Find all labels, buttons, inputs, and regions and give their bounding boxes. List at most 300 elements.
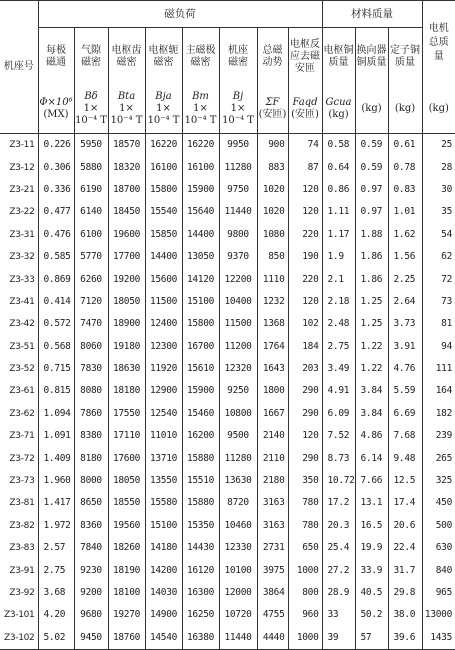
value-cell: 10720 xyxy=(219,604,257,626)
value-cell: 2.25 xyxy=(388,268,422,290)
value-cell: 13.1 xyxy=(355,492,388,514)
column-label-2 xyxy=(74,28,108,86)
value-cell: 2.57 xyxy=(38,537,74,559)
value-cell: 2.1 xyxy=(322,268,355,290)
value-cell: 164 xyxy=(422,380,455,402)
value-cell: 16300 xyxy=(182,582,219,604)
value-cell: 840 xyxy=(422,559,455,581)
column-symbol-2 xyxy=(74,86,108,134)
value-cell: 13000 xyxy=(422,604,455,626)
value-cell: 16380 xyxy=(182,627,219,650)
table-row xyxy=(0,627,455,650)
value-cell: 1435 xyxy=(422,627,455,650)
column-label-5 xyxy=(182,28,219,86)
value-cell: 1.17 xyxy=(322,224,355,246)
value-cell: 1.86 xyxy=(355,246,388,268)
value-cell: 650 xyxy=(288,537,322,559)
value-cell: 5950 xyxy=(74,134,108,157)
value-cell: 1800 xyxy=(257,380,288,402)
value-cell: 8.73 xyxy=(322,447,355,469)
value-cell: 18450 xyxy=(108,201,145,223)
value-cell: 0.414 xyxy=(38,291,74,313)
value-cell: 120 xyxy=(288,179,322,201)
value-cell: 31.7 xyxy=(388,559,422,581)
column-symbol-11 xyxy=(388,86,422,134)
column-symbol-4 xyxy=(145,86,182,134)
model-cell: Z3-41 xyxy=(9,296,35,307)
value-cell: 18320 xyxy=(108,156,145,178)
value-cell: 12330 xyxy=(219,537,257,559)
value-cell: 9750 xyxy=(219,179,257,201)
value-cell: 4755 xyxy=(257,604,288,626)
symbol-text: Faqd xyxy=(292,97,318,109)
value-cell: 14900 xyxy=(145,604,182,626)
value-cell: 87 xyxy=(288,156,322,178)
column-label-part: 电枢轭 xyxy=(148,44,179,56)
value-cell: 2.18 xyxy=(322,291,355,313)
column-symbol-6 xyxy=(219,86,257,134)
value-cell: 15510 xyxy=(182,470,219,492)
value-cell: 39 xyxy=(322,627,355,650)
value-cell: 14120 xyxy=(182,268,219,290)
value-cell: 0.476 xyxy=(38,224,74,246)
value-cell: 800 xyxy=(288,582,322,604)
value-cell: 0.64 xyxy=(322,156,355,178)
value-cell: 11920 xyxy=(145,358,182,380)
value-cell: 18760 xyxy=(108,627,145,650)
value-cell: 0.336 xyxy=(38,179,74,201)
value-cell: 15880 xyxy=(182,492,219,514)
value-cell: 33 xyxy=(322,604,355,626)
value-cell: 10400 xyxy=(219,291,257,313)
value-cell: 6.69 xyxy=(388,403,422,425)
unit-text: 10⁻⁴ T xyxy=(222,115,254,127)
value-cell: 0.97 xyxy=(355,179,388,201)
value-cell: 6.14 xyxy=(355,447,388,469)
column-label-part: 磁密 xyxy=(81,56,101,68)
model-cell: Z3-12 xyxy=(9,162,35,173)
value-cell: 57 xyxy=(355,627,388,650)
value-cell: 28 xyxy=(422,156,455,178)
value-cell: 1110 xyxy=(257,268,288,290)
value-cell: 15800 xyxy=(182,313,219,335)
value-cell: 2110 xyxy=(257,447,288,469)
value-cell: 10800 xyxy=(219,403,257,425)
value-cell: 1764 xyxy=(257,336,288,358)
table-row xyxy=(0,224,455,246)
value-cell: 18180 xyxy=(108,380,145,402)
value-cell: 7.68 xyxy=(388,425,422,447)
value-cell: 12300 xyxy=(145,336,182,358)
value-cell: 15350 xyxy=(182,515,219,537)
table-row xyxy=(0,515,455,537)
value-cell: 19180 xyxy=(108,336,145,358)
unit-text: (安匝) xyxy=(258,109,287,121)
value-cell: 1.091 xyxy=(38,425,74,447)
value-cell: 15900 xyxy=(182,179,219,201)
value-cell: 1000 xyxy=(288,627,322,650)
value-cell: 9680 xyxy=(74,604,108,626)
model-cell: Z3-72 xyxy=(9,453,35,464)
value-cell: 184 xyxy=(288,336,322,358)
value-cell: 1080 xyxy=(257,224,288,246)
model-cell: Z3-91 xyxy=(9,565,35,576)
column-label-10 xyxy=(355,28,388,86)
value-cell: 15800 xyxy=(145,179,182,201)
value-cell: 630 xyxy=(422,537,455,559)
value-cell: 4440 xyxy=(257,627,288,650)
table-row xyxy=(0,537,455,559)
symbol-text: Bδ xyxy=(84,91,98,103)
value-cell: 16.5 xyxy=(355,515,388,537)
value-cell: 25 xyxy=(422,134,455,157)
value-cell: 28.9 xyxy=(322,582,355,604)
symbol-text: Gcua xyxy=(325,97,352,109)
column-label-part: 定子铜 xyxy=(390,44,420,56)
value-cell: 5770 xyxy=(74,246,108,268)
unit-text: 10⁻⁴ T xyxy=(147,115,180,127)
value-cell: 102 xyxy=(288,313,322,335)
value-cell: 25.4 xyxy=(322,537,355,559)
value-cell: 14540 xyxy=(145,627,182,650)
column-label-part: 应去磁 xyxy=(290,50,320,62)
value-cell: 12900 xyxy=(145,380,182,402)
symbol-text: Bm xyxy=(192,91,209,103)
value-cell: 9950 xyxy=(219,134,257,157)
column-symbol-3 xyxy=(108,86,145,134)
value-cell: 10460 xyxy=(219,515,257,537)
value-cell: 14430 xyxy=(182,537,219,559)
table-row xyxy=(0,134,455,157)
table-row xyxy=(0,291,455,313)
value-cell: 265 xyxy=(422,447,455,469)
column-label-7 xyxy=(257,28,288,86)
value-cell: 17.4 xyxy=(388,492,422,514)
value-cell: 1.88 xyxy=(355,224,388,246)
value-cell: 15600 xyxy=(145,268,182,290)
value-cell: 190 xyxy=(288,246,322,268)
value-cell: 6190 xyxy=(74,179,108,201)
value-cell: 14400 xyxy=(182,224,219,246)
column-label-part: 电枢反 xyxy=(290,38,320,50)
value-cell: 5.02 xyxy=(38,627,74,650)
value-cell: 3.91 xyxy=(388,336,422,358)
value-cell: 10100 xyxy=(219,559,257,581)
value-cell: 0.58 xyxy=(322,134,355,157)
value-cell: 73 xyxy=(422,291,455,313)
value-cell: 18190 xyxy=(108,559,145,581)
column-label-4 xyxy=(145,28,182,86)
model-cell: Z3-73 xyxy=(9,476,35,487)
column-label-part: 质量 xyxy=(328,56,349,68)
value-cell: 9250 xyxy=(219,380,257,402)
value-cell: 7830 xyxy=(74,358,108,380)
value-cell: 9.48 xyxy=(388,447,422,469)
value-cell: 14180 xyxy=(145,537,182,559)
value-cell: 4.20 xyxy=(38,604,74,626)
value-cell: 239 xyxy=(422,425,455,447)
value-cell: 120 xyxy=(288,291,322,313)
value-cell: 11440 xyxy=(219,627,257,650)
symbol-text: Φ×10⁶ xyxy=(39,97,73,109)
value-cell: 2180 xyxy=(257,470,288,492)
value-cell: 0.572 xyxy=(38,313,74,335)
model-cell: Z3-101 xyxy=(3,610,35,621)
value-cell: 9200 xyxy=(74,582,108,604)
table-row xyxy=(0,358,455,380)
value-cell: 1.960 xyxy=(38,470,74,492)
value-cell: 10.72 xyxy=(322,470,355,492)
value-cell: 15100 xyxy=(145,515,182,537)
value-cell: 350 xyxy=(288,470,322,492)
value-cell: 18550 xyxy=(108,492,145,514)
model-cell: Z3-83 xyxy=(9,543,35,554)
magnetic-load-group-header: 磁负荷 xyxy=(38,1,322,28)
value-cell: 3163 xyxy=(257,492,288,514)
unit-text: 10⁻⁴ T xyxy=(75,115,107,127)
value-cell: 27.2 xyxy=(322,559,355,581)
value-cell: 3.68 xyxy=(38,582,74,604)
value-cell: 30 xyxy=(422,179,455,201)
unit-text: (kg) xyxy=(394,103,416,115)
model-cell: Z3-32 xyxy=(9,252,35,263)
column-label-part: 动势 xyxy=(262,56,283,68)
value-cell: 1368 xyxy=(257,313,288,335)
value-cell: 8180 xyxy=(74,447,108,469)
value-cell: 8080 xyxy=(74,380,108,402)
value-cell: 20.3 xyxy=(322,515,355,537)
value-cell: 3.49 xyxy=(322,358,355,380)
value-cell: 13630 xyxy=(219,470,257,492)
column-label-part: 安匝 xyxy=(295,62,315,74)
value-cell: 1643 xyxy=(257,358,288,380)
value-cell: 18100 xyxy=(108,582,145,604)
value-cell: 9800 xyxy=(219,224,257,246)
column-label-3 xyxy=(108,28,145,86)
value-cell: 18050 xyxy=(108,470,145,492)
value-cell: 290 xyxy=(288,447,322,469)
value-cell: 182 xyxy=(422,403,455,425)
unit-text: (kg) xyxy=(328,109,349,121)
value-cell: 1.094 xyxy=(38,403,74,425)
value-cell: 11280 xyxy=(219,447,257,469)
value-cell: 0.585 xyxy=(38,246,74,268)
model-header: 机座号 xyxy=(0,1,38,134)
model-cell: Z3-22 xyxy=(9,207,35,218)
material-mass-group-header: 材料质量 xyxy=(322,1,422,28)
value-cell: 1.62 xyxy=(388,224,422,246)
value-cell: 9230 xyxy=(74,559,108,581)
column-label-part: 铜质量 xyxy=(356,56,387,68)
value-cell: 16250 xyxy=(182,604,219,626)
value-cell: 1.409 xyxy=(38,447,74,469)
table-row xyxy=(0,470,455,492)
model-cell: Z3-21 xyxy=(9,184,35,195)
value-cell: 500 xyxy=(422,515,455,537)
value-cell: 16220 xyxy=(145,134,182,157)
model-cell: Z3-42 xyxy=(9,319,35,330)
table-row xyxy=(0,336,455,358)
value-cell: 0.86 xyxy=(322,179,355,201)
value-cell: 16120 xyxy=(182,559,219,581)
value-cell: 16100 xyxy=(145,156,182,178)
value-cell: 7120 xyxy=(74,291,108,313)
value-cell: 19270 xyxy=(108,604,145,626)
value-cell: 16700 xyxy=(182,336,219,358)
symbol-text: Bj xyxy=(232,91,244,103)
model-cell: Z3-61 xyxy=(9,386,35,397)
value-cell: 2140 xyxy=(257,425,288,447)
value-cell: 8650 xyxy=(74,492,108,514)
table-row xyxy=(0,179,455,201)
value-cell: 15460 xyxy=(182,403,219,425)
value-cell: 0.61 xyxy=(388,134,422,157)
model-cell: Z3-92 xyxy=(9,588,35,598)
value-cell: 0.97 xyxy=(355,201,388,223)
unit-text: (kg) xyxy=(361,103,382,115)
value-cell: 7860 xyxy=(74,403,108,425)
value-cell: 220 xyxy=(288,268,322,290)
column-symbol-1 xyxy=(38,86,74,134)
symbol-text: Bta xyxy=(117,91,136,103)
value-cell: 1.972 xyxy=(38,515,74,537)
column-label-part: 磁密 xyxy=(153,56,174,68)
unit-text: 10⁻⁴ T xyxy=(110,115,143,127)
value-cell: 17600 xyxy=(108,447,145,469)
value-cell: 17700 xyxy=(108,246,145,268)
value-cell: 1.86 xyxy=(355,268,388,290)
unit-text: (kg) xyxy=(428,103,449,115)
value-cell: 15100 xyxy=(182,291,219,313)
value-cell: 8360 xyxy=(74,515,108,537)
column-label-1 xyxy=(38,28,74,86)
value-cell: 50.2 xyxy=(355,604,388,626)
value-cell: 965 xyxy=(422,582,455,604)
model-cell: Z3-51 xyxy=(9,341,35,352)
value-cell: 19.9 xyxy=(355,537,388,559)
table-row xyxy=(0,447,455,469)
value-cell: 2.75 xyxy=(38,559,74,581)
column-label-part: 主磁极 xyxy=(185,44,216,56)
value-cell: 19560 xyxy=(108,515,145,537)
value-cell: 14200 xyxy=(145,559,182,581)
model-cell: Z3-71 xyxy=(9,431,35,442)
value-cell: 11200 xyxy=(219,336,257,358)
value-cell: 14030 xyxy=(145,582,182,604)
value-cell: 12540 xyxy=(145,403,182,425)
table-row xyxy=(0,425,455,447)
column-label-part: 磁密 xyxy=(190,56,211,68)
model-cell: Z3-31 xyxy=(9,229,35,240)
value-cell: 5.59 xyxy=(388,380,422,402)
value-cell: 15880 xyxy=(182,447,219,469)
model-cell: Z3-62 xyxy=(9,408,35,419)
value-cell: 9500 xyxy=(219,425,257,447)
value-cell: 11500 xyxy=(145,291,182,313)
value-cell: 1.11 xyxy=(322,201,355,223)
value-cell: 0.477 xyxy=(38,201,74,223)
unit-text: 1× xyxy=(83,103,99,115)
value-cell: 290 xyxy=(288,403,322,425)
value-cell: 120 xyxy=(288,425,322,447)
model-cell: Z3-11 xyxy=(9,140,35,151)
value-cell: 6140 xyxy=(74,201,108,223)
value-cell: 780 xyxy=(288,492,322,514)
value-cell: 0.815 xyxy=(38,380,74,402)
value-cell: 2731 xyxy=(257,537,288,559)
value-cell: 11280 xyxy=(219,156,257,178)
value-cell: 13550 xyxy=(145,470,182,492)
column-label-part: 电枢铜 xyxy=(323,44,354,56)
unit-text: 10⁻⁴ T xyxy=(184,115,217,127)
unit-text: 1× xyxy=(193,103,208,115)
value-cell: 72 xyxy=(422,268,455,290)
column-symbol-7 xyxy=(257,86,288,134)
value-cell: 4.76 xyxy=(388,358,422,380)
value-cell: 18050 xyxy=(108,291,145,313)
value-cell: 9370 xyxy=(219,246,257,268)
value-cell: 3864 xyxy=(257,582,288,604)
column-label-part: 磁通 xyxy=(46,56,66,68)
table-row xyxy=(0,313,455,335)
value-cell: 18700 xyxy=(108,179,145,201)
value-cell: 7470 xyxy=(74,313,108,335)
table-row xyxy=(0,246,455,268)
value-cell: 325 xyxy=(422,470,455,492)
value-cell: 17.2 xyxy=(322,492,355,514)
value-cell: 203 xyxy=(288,358,322,380)
value-cell: 19600 xyxy=(108,224,145,246)
value-cell: 3.73 xyxy=(388,313,422,335)
unit-text: (安匝) xyxy=(291,109,319,121)
table-row xyxy=(0,403,455,425)
value-cell: 17110 xyxy=(108,425,145,447)
value-cell: 62 xyxy=(422,246,455,268)
value-cell: 2.64 xyxy=(388,291,422,313)
value-cell: 1232 xyxy=(257,291,288,313)
value-cell: 7.66 xyxy=(355,470,388,492)
value-cell: 0.715 xyxy=(38,358,74,380)
value-cell: 3.84 xyxy=(355,403,388,425)
value-cell: 0.568 xyxy=(38,336,74,358)
value-cell: 8000 xyxy=(74,470,108,492)
column-label-9 xyxy=(322,28,355,86)
symbol-text: Bja xyxy=(155,91,172,103)
value-cell: 1020 xyxy=(257,179,288,201)
value-cell: 0.306 xyxy=(38,156,74,178)
value-cell: 1.417 xyxy=(38,492,74,514)
value-cell: 3163 xyxy=(257,515,288,537)
unit-text: 1× xyxy=(156,103,171,115)
value-cell: 14400 xyxy=(145,246,182,268)
value-cell: 8060 xyxy=(74,336,108,358)
value-cell: 1.22 xyxy=(355,336,388,358)
model-cell: Z3-82 xyxy=(9,520,35,531)
value-cell: 12320 xyxy=(219,358,257,380)
value-cell: 780 xyxy=(288,515,322,537)
column-symbol-9 xyxy=(322,86,355,134)
value-cell: 7.52 xyxy=(322,425,355,447)
value-cell: 1.01 xyxy=(388,201,422,223)
model-cell: Z3-81 xyxy=(9,498,35,509)
value-cell: 8720 xyxy=(219,492,257,514)
symbol-text: ΣF xyxy=(265,97,280,109)
unit-text: (MX) xyxy=(43,109,69,121)
column-label-part: 质量 xyxy=(395,56,415,68)
value-cell: 13050 xyxy=(182,246,219,268)
column-label-part: 电枢齿 xyxy=(111,44,142,56)
value-cell: 6100 xyxy=(74,224,108,246)
